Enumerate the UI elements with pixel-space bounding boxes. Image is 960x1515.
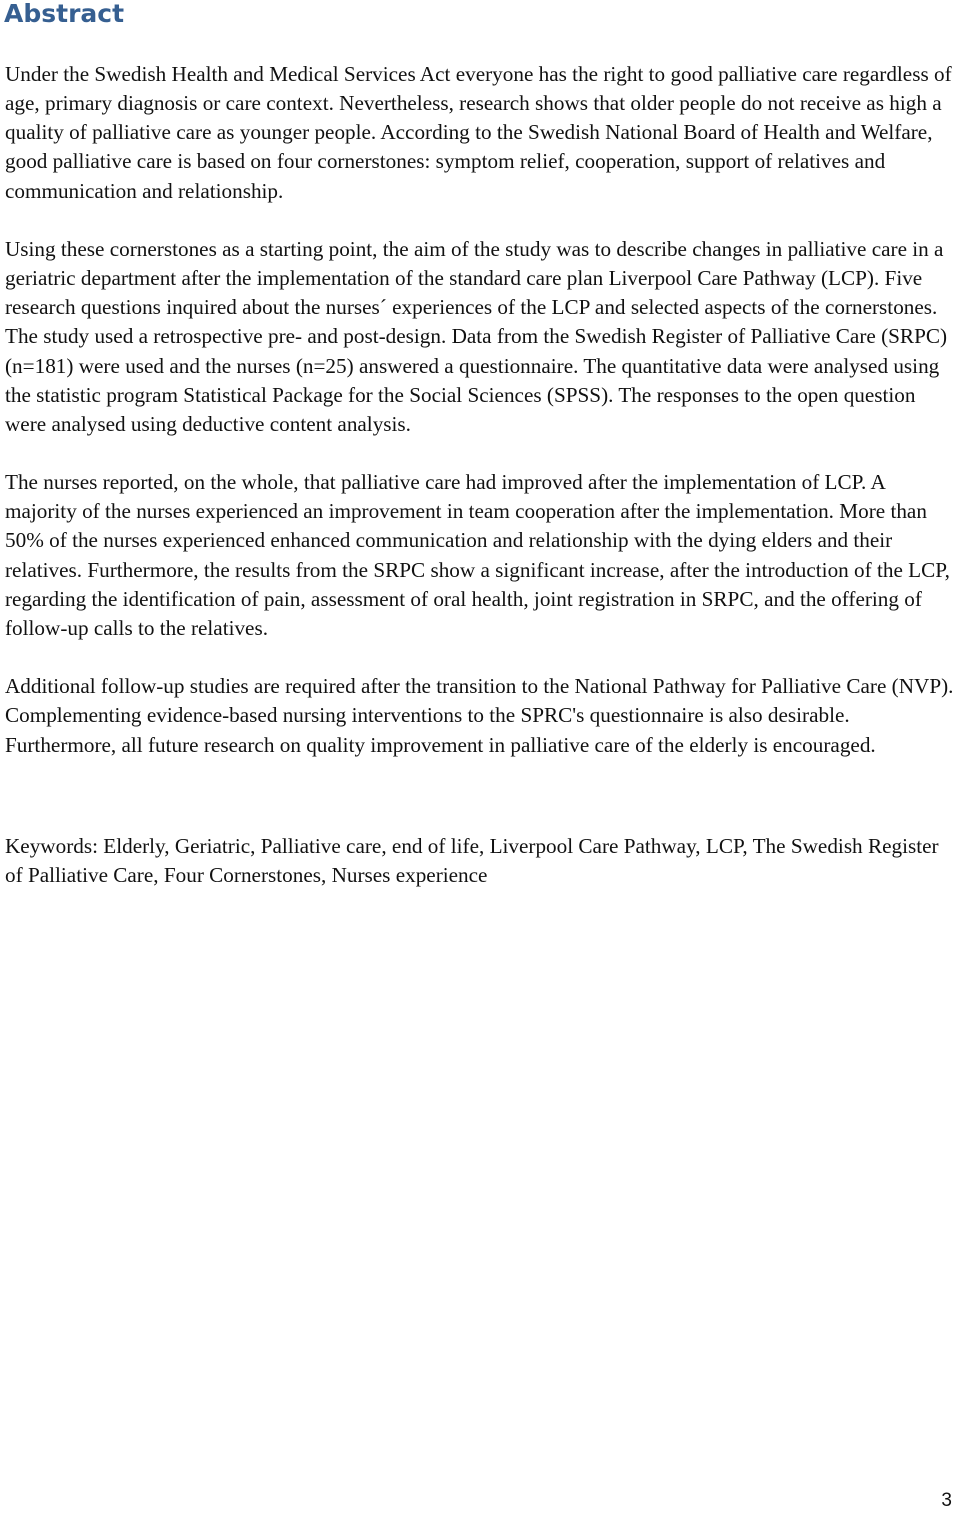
abstract-paragraph-3: The nurses reported, on the whole, that palliative care had improved after the implementation of LCP. A majority of the nurses experienced an improvement in team cooperation after the implementation. More than 50% of the nurses experienced enhanced communication and relationship with the dying elders and their relatives. Furthermore, the results from the SRPC show a significant increase, after the introduction of the LCP, regarding the identification of pain, assessment of oral health, joint registration in SRPC, and the offering of follow-up calls to the relatives. (5, 470, 950, 640)
abstract-body (5, 60, 957, 890)
page-title: Abstract (4, 0, 125, 28)
paragraph-spacer (5, 206, 957, 235)
abstract-paragraph-1: Under the Swedish Health and Medical Services Act everyone has the right to good palliative care regardless of age, primary diagnosis or care context. Nevertheless, research shows that older people do not receive as high a quality of palliative care as younger people. According to the Swedish National Board of Health and Welfare, good palliative care is based on four cornerstones: symptom relief, cooperation, support of relatives and communication and relationship. (5, 62, 952, 203)
keywords-line: Keywords: Elderly, Geriatric, Palliative care, end of life, Liverpool Care Pathway, LCP, The Swedish Register of Palliative Care, Four Cornerstones, Nurses experience (5, 833, 939, 887)
paragraph-spacer (5, 439, 957, 468)
abstract-paragraph-2: Using these cornerstones as a starting point, the aim of the study was to describe changes in palliative care in a geriatric department after the implementation of the standard care plan Liverpool Care Pathway (LCP). Five research questions inquired about the nurses´ experiences of the LCP and selected aspects of the cornerstones. The study used a retrospective pre- and post-design. Data from the Swedish Register of Palliative Care (SRPC) (n=181) were used and the nurses (n=25) answered a questionnaire. The quantitative data were analysed using the statistic program Statistical Package for the Social Sciences (SPSS). The responses to the open question were analysed using deductive content analysis. (5, 236, 948, 436)
keywords-spacer (5, 760, 957, 832)
abstract-paragraph-4: Additional follow-up studies are required after the transition to the National Pathway for Palliative Care (NVP). Complementing evidence-based nursing interventions to the SPRC's questionnaire is also desirable. Furthermore, all future research on quality improvement in palliative care of the elderly is encouraged. (5, 674, 954, 757)
page-number: 3 (941, 1490, 952, 1511)
paragraph-spacer (5, 643, 957, 672)
